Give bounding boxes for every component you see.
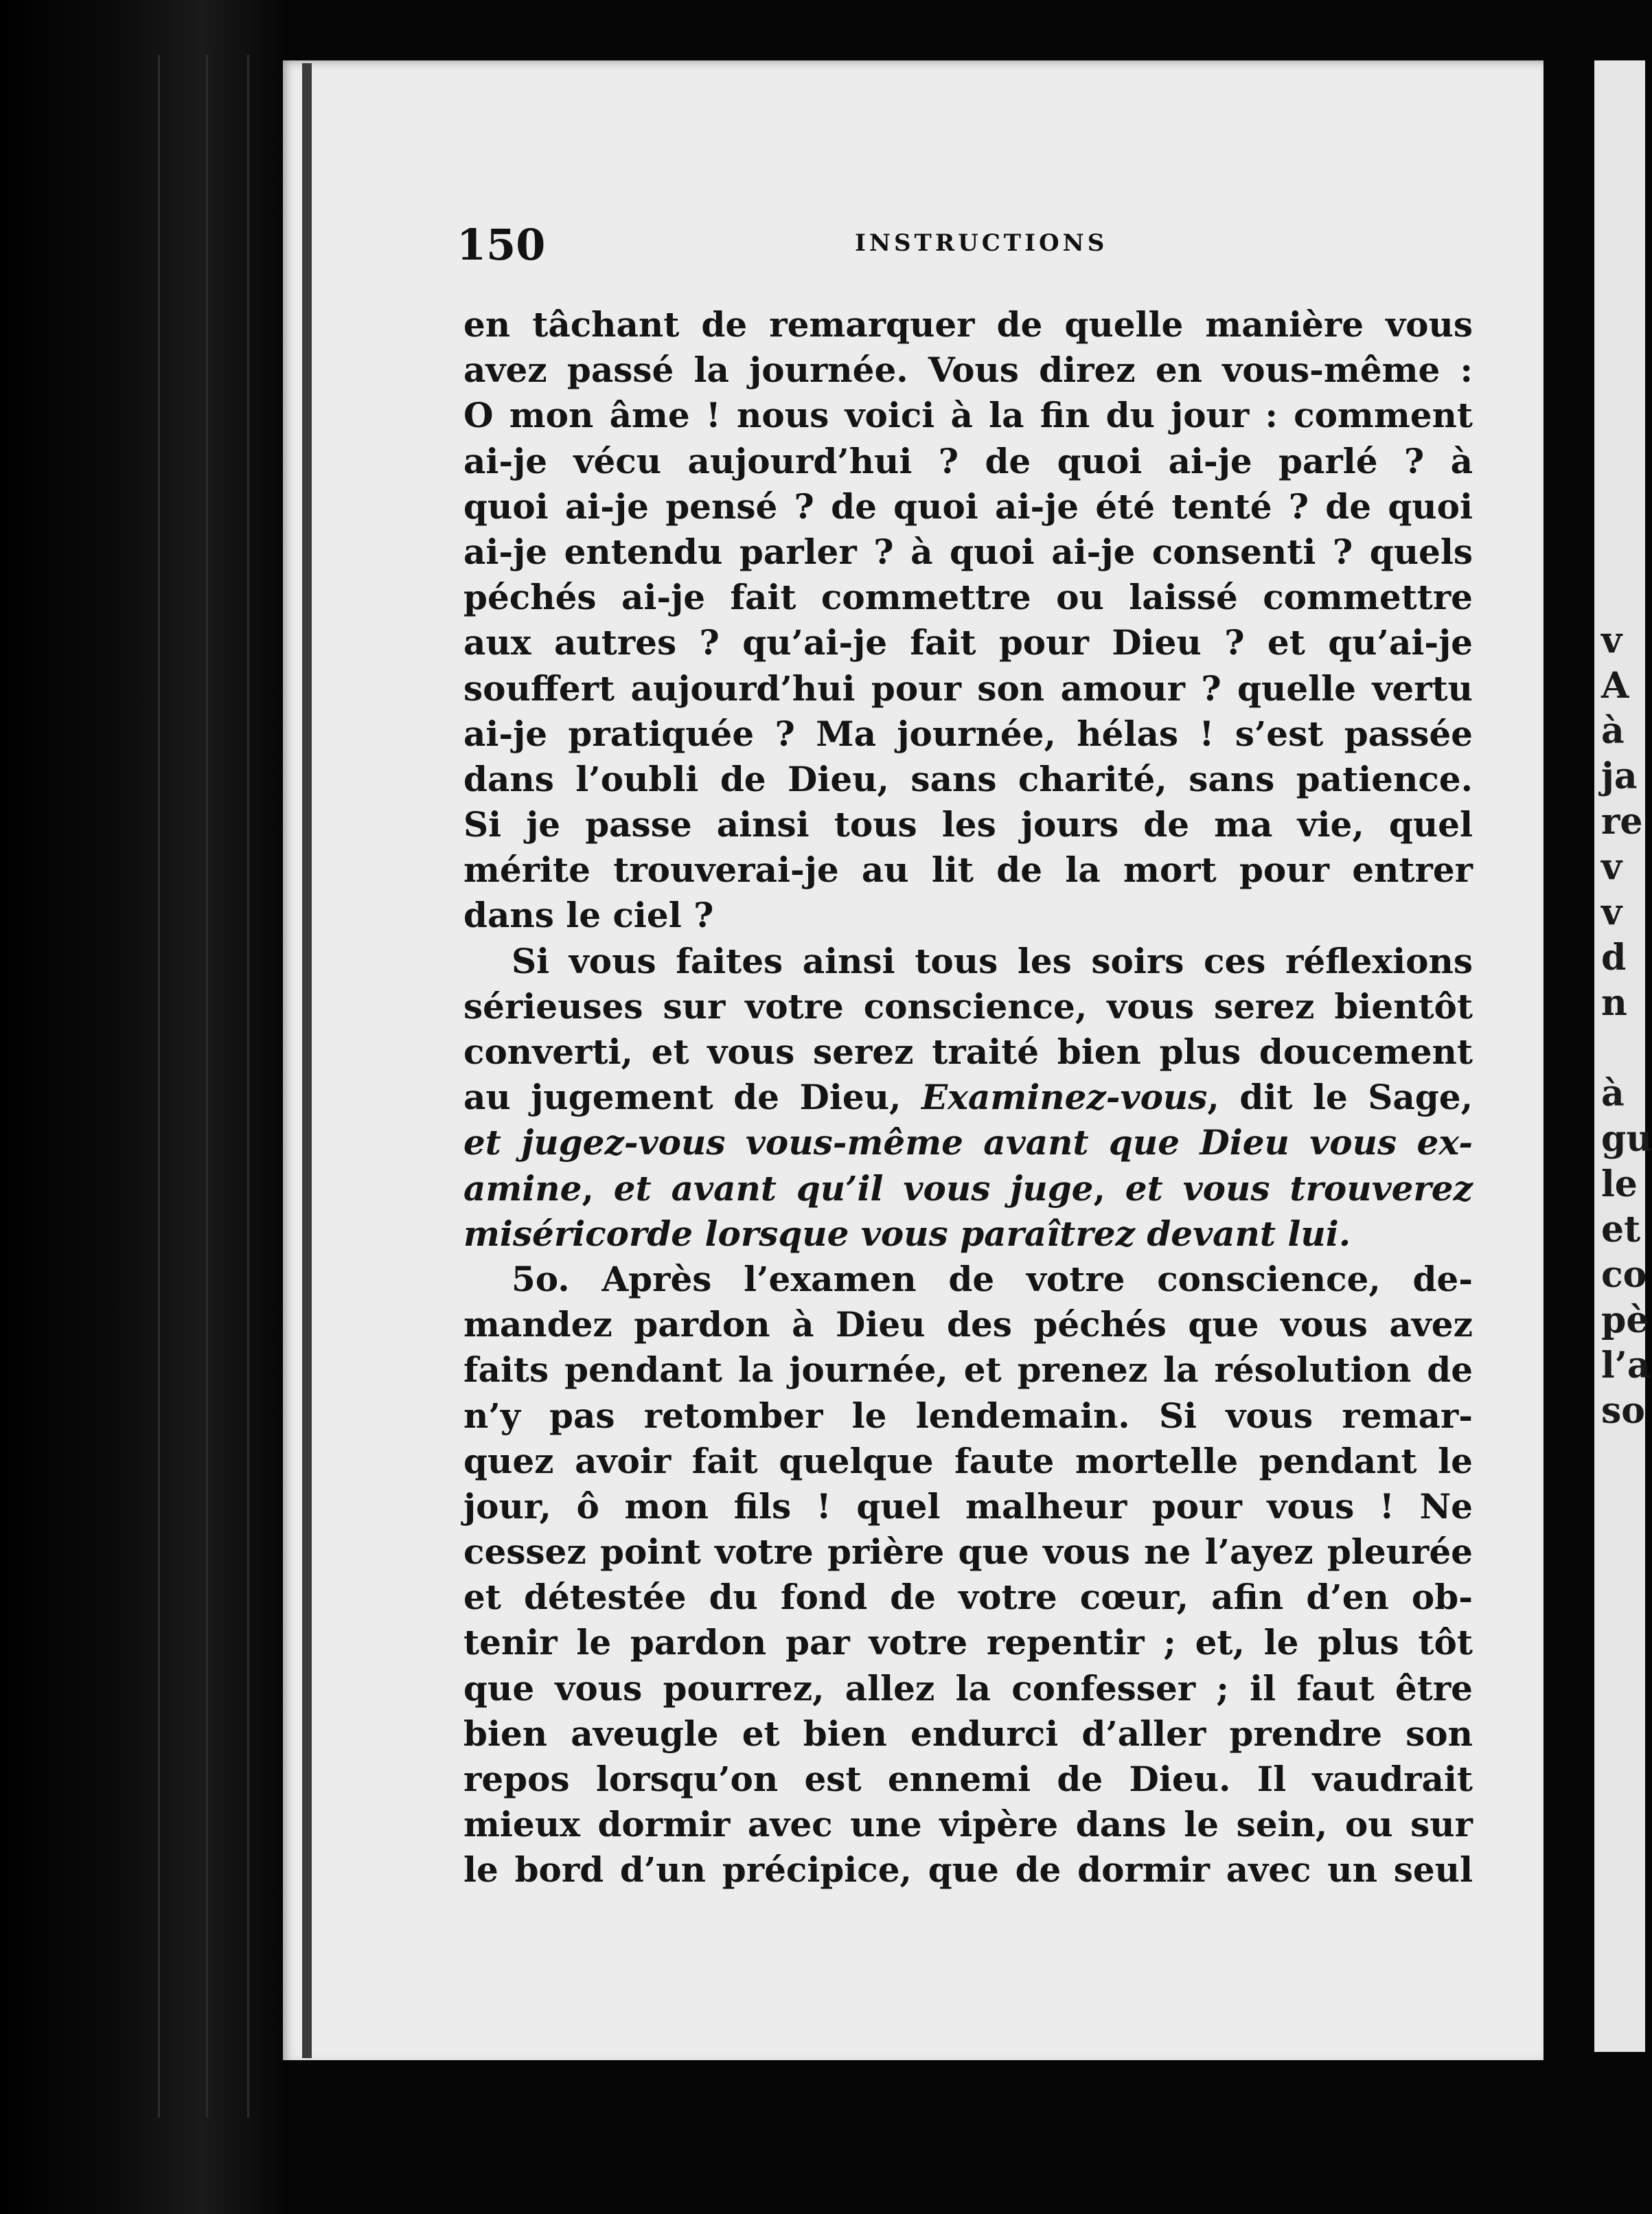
text-line: quez avoir fait quelque faute mortelle pendant le xyxy=(463,1440,1473,1481)
text-line: que vous pourrez, allez la confesser ; il faut être xyxy=(463,1667,1473,1709)
spine-line xyxy=(206,55,208,2118)
italic-span: Examinez-vous xyxy=(921,1077,1208,1118)
text-line: cessez point votre prière que vous ne l’ayez pleurée xyxy=(463,1531,1473,1573)
page-edge xyxy=(302,63,312,2058)
text-line: mieux dormir avec une vipère dans le sein, ou sur xyxy=(463,1804,1473,1845)
text-span: au jugement de Dieu, xyxy=(463,1077,921,1118)
text-line: ai-je entendu parler ? à quoi ai-je consenti ? quels xyxy=(463,531,1473,572)
italic-span: miséricorde lorsque vous paraîtrez devant lui. xyxy=(463,1213,1351,1254)
text-line: mérite trouverai-je au lit de la mort pour entrer xyxy=(463,849,1473,891)
text-line: dans le ciel ? xyxy=(463,895,714,936)
text-line: faits pendant la journée, et prenez la résolution de xyxy=(463,1349,1473,1391)
text-span: , dit le Sage, xyxy=(1207,1077,1473,1118)
text-line: avez passé la journée. Vous direz en vous-même : xyxy=(463,350,1473,391)
text-line: dans l’oubli de Dieu, sans charité, sans patience. xyxy=(463,758,1473,799)
text-line: ai-je pratiquée ? Ma journée, hélas ! s’est passée xyxy=(463,713,1473,754)
text-line: le bord d’un précipice, que de dormir avec un seul xyxy=(463,1849,1473,1891)
text-line: mandez pardon à Dieu des péchés que vous avez xyxy=(463,1304,1473,1345)
text-line: en tâchant de remarquer de quelle manière vous xyxy=(463,304,1473,345)
text-line: aux autres ? qu’ai-je fait pour Dieu ? et qu’ai-je xyxy=(463,622,1473,663)
text-line: tenir le pardon par votre repentir ; et, le plus tôt xyxy=(463,1622,1473,1663)
text-line: quoi ai-je pensé ? de quoi ai-je été tenté ? de quoi xyxy=(463,486,1473,527)
text-span: , xyxy=(1093,1167,1125,1209)
text-line xyxy=(463,1075,1473,1120)
text-line: sérieuses sur votre conscience, vous serez bientôt xyxy=(463,985,1473,1027)
text-line: converti, et vous serez traité bien plus doucement xyxy=(463,1031,1473,1072)
text-line: jour, ô mon fils ! quel malheur pour vous ! Ne xyxy=(463,1485,1473,1527)
text-line: repos lorsqu’on est ennemi de Dieu. Il vaudrait xyxy=(463,1759,1473,1799)
book-spine-shadow xyxy=(0,0,288,2214)
running-title: INSTRUCTIONS xyxy=(855,229,1108,257)
text-line: ai-je vécu aujourd’hui ? de quoi ai-je parlé ? à xyxy=(463,440,1473,481)
facing-page-text: v A à ja re v v d n à gu le et co pè l’a so xyxy=(1601,619,1652,1432)
italic-span: et vous trouverez xyxy=(1125,1167,1473,1209)
spine-line xyxy=(247,55,249,2118)
text-line: n’y pas retomber le lendemain. Si vous remar- xyxy=(463,1395,1473,1436)
text-line xyxy=(463,1166,1473,1211)
text-line: péchés ai-je fait commettre ou laissé commettre xyxy=(463,577,1473,618)
text-line xyxy=(463,1120,1473,1165)
italic-span: et jugez-vous vous-même avant que Dieu vous ex- xyxy=(463,1122,1473,1163)
text-line: souffert aujourd’hui pour son amour ? quelle vertu xyxy=(463,667,1473,709)
text-line xyxy=(463,1211,1473,1257)
text-line: et détestée du fond de votre cœur, afin d’en ob- xyxy=(463,1577,1473,1618)
text-line: bien aveugle et bien endurci d’aller prendre son xyxy=(463,1713,1473,1754)
page-number: 150 xyxy=(457,220,546,270)
text-line: Si je passe ainsi tous les jours de ma vie, quel xyxy=(463,804,1473,845)
italic-span: amine xyxy=(463,1167,582,1209)
text-span: , xyxy=(582,1167,614,1209)
body-text xyxy=(463,302,1473,1893)
text-line: 5o. Après l’examen de votre conscience, de- xyxy=(512,1258,1473,1299)
italic-span: et avant qu’il vous juge xyxy=(613,1167,1094,1209)
page-header xyxy=(457,220,1476,275)
text-line: O mon âme ! nous voici à la fin du jour : comment xyxy=(463,395,1473,436)
text-line: Si vous faites ainsi tous les soirs ces réflexions xyxy=(512,940,1473,981)
spine-line xyxy=(158,55,160,2118)
